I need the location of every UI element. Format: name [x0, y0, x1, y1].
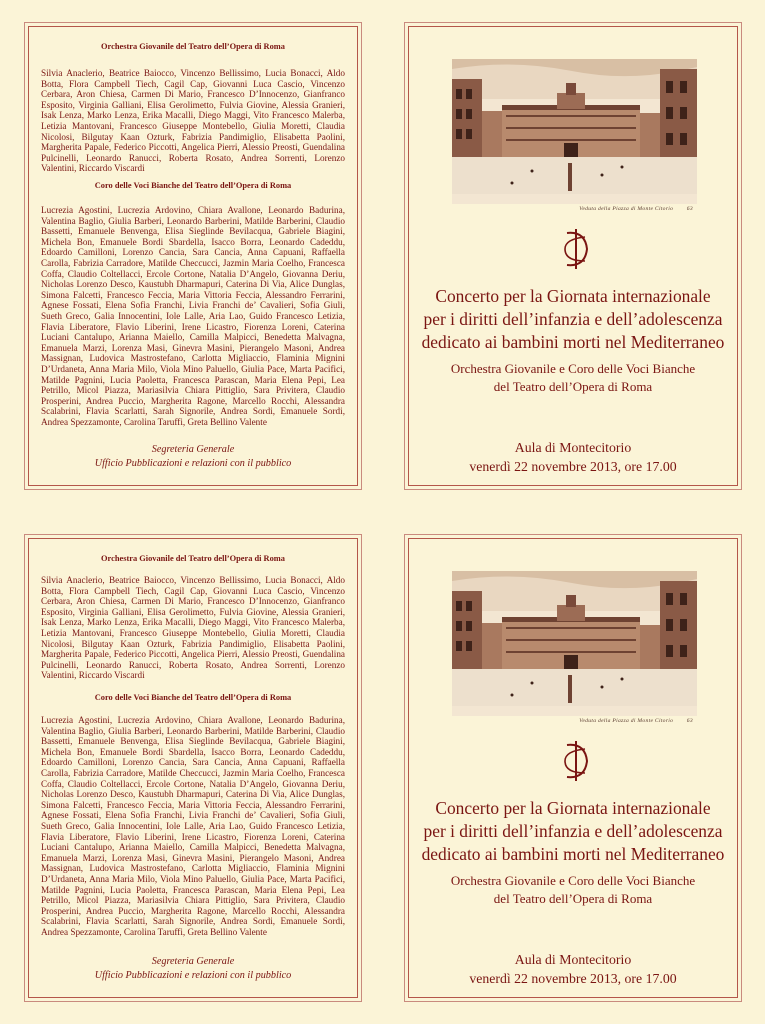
venue-date — [405, 950, 741, 988]
title-line-2: per i diritti dell’infanzia e dell’adolescenza — [423, 309, 723, 329]
venue: Aula di Montecitorio — [514, 440, 632, 455]
plate-number: 63 — [686, 718, 693, 724]
caption-text: Veduta della Piazza di Monte Citorio — [579, 718, 674, 724]
event-date: venerdì 22 novembre 2013, ore 17.00 — [469, 459, 677, 474]
title-line-1: Concerto per la Giornata internazionale — [435, 798, 711, 818]
subtitle-line-2: del Teatro dell’Opera di Roma — [493, 379, 653, 394]
cover-panel-top — [404, 22, 742, 490]
choir-members: Lucrezia Agostini, Lucrezia Ardovino, Chiara Avallone, Leonardo Badurina, Valentina Baglio, Giulia Barberi, Leonardo Barberini, Matilde Barberini, Claudio Bassetti, Emanuele Benvenga, Elisa Sieglinde Bevilacqua, Gabriele Biagini, Michela Bon, Emanuele Bordi Sbardella, Isacco Borra, Leonardo Cadeddu, Edoardo Camilloni, Lorenzo Cancia, Sara Cancia, Anna Capuani, Raffaella Carolla, Fabrizia Carradore, Matilde Checcucci, Jazmin Maria Coelho, Francesca Coffa, Claudio Coltellacci, Ercole Cortone, Natalia D’Angelo, Giovanna Deriu, Nicholas Lorenzo Desco, Kaustubh Dharmapuri, Caterina Di Via, Alice Dunglas, Simona Falcetti, Francesco Feccia, Maria Vittoria Feccia, Alessandro Ferrarini, Agnese Fossati, Elena Sofia Franchi, Livia Franchi de’ Cavalieri, Sofia Giuli, Sueth Greco, Galia Innocentini, Iole Lalle, Aria Lao, Guido Francesco Letizia, Flavia Liberatore, Flavio Liberini, Irene Licastro, Fiorenza Loreni, Caterina Luciani Cantalupo, Arianna Maiello, Camilla Malpicci, Benedetta Malvagna, Emanuela Marzi, Lorenza Masi, Ginevra Masini, Pierangelo Masoni, Andrea Massignan, Ludovica Mastrostefano, Carlotta Migliaccio, Flaminia Mignini D’Urdaneta, Anna Maria Milo, Viola Mino Paluello, Giulia Pace, Marta Pacifici, Matilde Pagnini, Lucia Paoletta, Francesca Parascan, Maria Elena Pepi, Lea Petrillo, Micol Piazza, Mariasilvia Chiara Pittiglio, Sara Privitera, Claudio Prosperini, Andrea Puccio, Margherita Ragone, Marcello Rocchi, Alessandra Scalabrini, Flavia Scarlatti, Sarah Signorile, Andrea Sordi, Emanuele Sordi, Andrea Spezzamonte, Carolina Taruffi, Greta Bellino Valente — [41, 205, 345, 427]
concert-title — [405, 285, 741, 354]
venue: Aula di Montecitorio — [514, 952, 632, 967]
footer-line-1: Segreteria Generale — [151, 444, 235, 455]
chamber-emblem-icon — [561, 227, 591, 271]
footer-line-1: Segreteria Generale — [151, 956, 235, 967]
engraving-caption — [452, 718, 693, 724]
caption-text: Veduta della Piazza di Monte Citorio — [579, 206, 674, 212]
cover-panel-bottom — [404, 534, 742, 1002]
concert-title — [405, 797, 741, 866]
engraving-caption — [452, 206, 693, 212]
publisher-footer — [25, 443, 361, 471]
footer-line-2: Ufficio Pubblicazioni e relazioni con il pubblico — [94, 458, 292, 469]
choir-title: Coro delle Voci Bianche del Teatro dell’Opera di Roma — [94, 693, 292, 702]
subtitle-line-2: del Teatro dell’Opera di Roma — [493, 891, 653, 906]
orchestra-title: Orchestra Giovanile del Teatro dell’Opera di Roma — [101, 42, 285, 51]
choir-members: Lucrezia Agostini, Lucrezia Ardovino, Chiara Avallone, Leonardo Badurina, Valentina Baglio, Giulia Barberi, Leonardo Barberini, Matilde Barberini, Claudio Bassetti, Emanuele Benvenga, Elisa Sieglinde Bevilacqua, Gabriele Biagini, Michela Bon, Emanuele Bordi Sbardella, Isacco Borra, Leonardo Cadeddu, Edoardo Camilloni, Lorenzo Cancia, Sara Cancia, Anna Capuani, Raffaella Carolla, Fabrizia Carradore, Matilde Checcucci, Jazmin Maria Coelho, Francesca Coffa, Claudio Coltellacci, Ercole Cortone, Natalia D’Angelo, Giovanna Deriu, Nicholas Lorenzo Desco, Kaustubh Dharmapuri, Caterina Di Via, Alice Dunglas, Simona Falcetti, Francesco Feccia, Maria Vittoria Feccia, Alessandro Ferrarini, Agnese Fossati, Elena Sofia Franchi, Livia Franchi de’ Cavalieri, Sofia Giuli, Sueth Greco, Galia Innocentini, Iole Lalle, Aria Lao, Guido Francesco Letizia, Flavia Liberatore, Flavio Liberini, Irene Licastro, Fiorenza Loreni, Caterina Luciani Cantalupo, Arianna Maiello, Camilla Malpicci, Benedetta Malvagna, Emanuela Marzi, Lorenza Masi, Ginevra Masini, Pierangelo Masoni, Andrea Massignan, Ludovica Mastrostefano, Carlotta Migliaccio, Flaminia Mignini D’Urdaneta, Anna Maria Milo, Viola Mino Paluello, Giulia Pace, Marta Pacifici, Matilde Pagnini, Lucia Paoletta, Francesca Parascan, Maria Elena Pepi, Lea Petrillo, Micol Piazza, Mariasilvia Chiara Pittiglio, Sara Privitera, Claudio Prosperini, Andrea Puccio, Margherita Ragone, Marcello Rocchi, Alessandra Scalabrini, Flavia Scarlatti, Sarah Signorile, Andrea Sordi, Emanuele Sordi, Andrea Spezzamonte, Carolina Taruffi, Greta Bellino Valente — [41, 715, 345, 937]
title-line-3: dedicato ai bambini morti nel Mediterraneo — [421, 332, 725, 352]
orchestra-title: Orchestra Giovanile del Teatro dell’Opera di Roma — [101, 554, 285, 563]
title-line-1: Concerto per la Giornata internazionale — [435, 286, 711, 306]
chamber-emblem-icon — [561, 739, 591, 783]
choir-title: Coro delle Voci Bianche del Teatro dell’Opera di Roma — [94, 181, 292, 190]
orchestra-members: Silvia Anaclerio, Beatrice Baiocco, Vincenzo Bellissimo, Lucia Bonacci, Aldo Botta, Flora Campbell Tiech, Cagil Cap, Giovanni Luca Cascio, Vincenzo Cerbara, Aron Chiesa, Carmen Di Mario, Francesco D’Innocenzo, Gianfranco Esposito, Virginia Galliani, Elisa Gerolimetto, Fulvia Giovine, Alessia Granieri, Isak Lenza, Marko Lenza, Erika Macalli, Diego Maggi, Vito Francesco Malerba, Letizia Mantovani, Francesco Giuseppe Montebello, Giulia Moretti, Claudia Nicolosi, Bilgutay Kaan Ozturk, Fabrizia Pandimiglio, Elisabetta Paolini, Margherita Papale, Federico Piccotti, Angelica Pierri, Alessio Preosti, Guendalina Pulcinelli, Leonardo Ranucci, Roberta Rosato, Andrea Sorrenti, Lorenzo Valentini, Riccardo Viscardi — [41, 575, 345, 681]
publisher-footer — [25, 955, 361, 983]
venue-date — [405, 438, 741, 476]
performers — [405, 872, 741, 908]
program-panel-top — [24, 22, 362, 490]
orchestra-members: Silvia Anaclerio, Beatrice Baiocco, Vincenzo Bellissimo, Lucia Bonacci, Aldo Botta, Flora Campbell Tiech, Cagil Cap, Giovanni Luca Cascio, Vincenzo Cerbara, Aron Chiesa, Carmen Di Mario, Francesco D’Innocenzo, Gianfranco Esposito, Virginia Galliani, Elisa Gerolimetto, Fulvia Giovine, Alessia Granieri, Isak Lenza, Marko Lenza, Erika Macalli, Diego Maggi, Vito Francesco Malerba, Letizia Mantovani, Francesco Giuseppe Montebello, Giulia Moretti, Claudia Nicolosi, Bilgutay Kaan Ozturk, Fabrizia Pandimiglio, Elisabetta Paolini, Margherita Papale, Federico Piccotti, Angelica Pierri, Alessio Preosti, Guendalina Pulcinelli, Leonardo Ranucci, Roberta Rosato, Andrea Sorrenti, Lorenzo Valentini, Riccardo Viscardi — [41, 68, 345, 174]
montecitorio-engraving — [452, 59, 697, 204]
title-line-3: dedicato ai bambini morti nel Mediterraneo — [421, 844, 725, 864]
subtitle-line-1: Orchestra Giovanile e Coro delle Voci Bianche — [450, 873, 696, 888]
title-line-2: per i diritti dell’infanzia e dell’adolescenza — [423, 821, 723, 841]
montecitorio-engraving — [452, 571, 697, 716]
engraving-image — [452, 571, 697, 724]
subtitle-line-1: Orchestra Giovanile e Coro delle Voci Bianche — [450, 361, 696, 376]
event-date: venerdì 22 novembre 2013, ore 17.00 — [469, 971, 677, 986]
performers — [405, 360, 741, 396]
plate-number: 63 — [686, 206, 693, 212]
footer-line-2: Ufficio Pubblicazioni e relazioni con il pubblico — [94, 970, 292, 981]
engraving-image — [452, 59, 697, 212]
program-panel-bottom — [24, 534, 362, 1002]
